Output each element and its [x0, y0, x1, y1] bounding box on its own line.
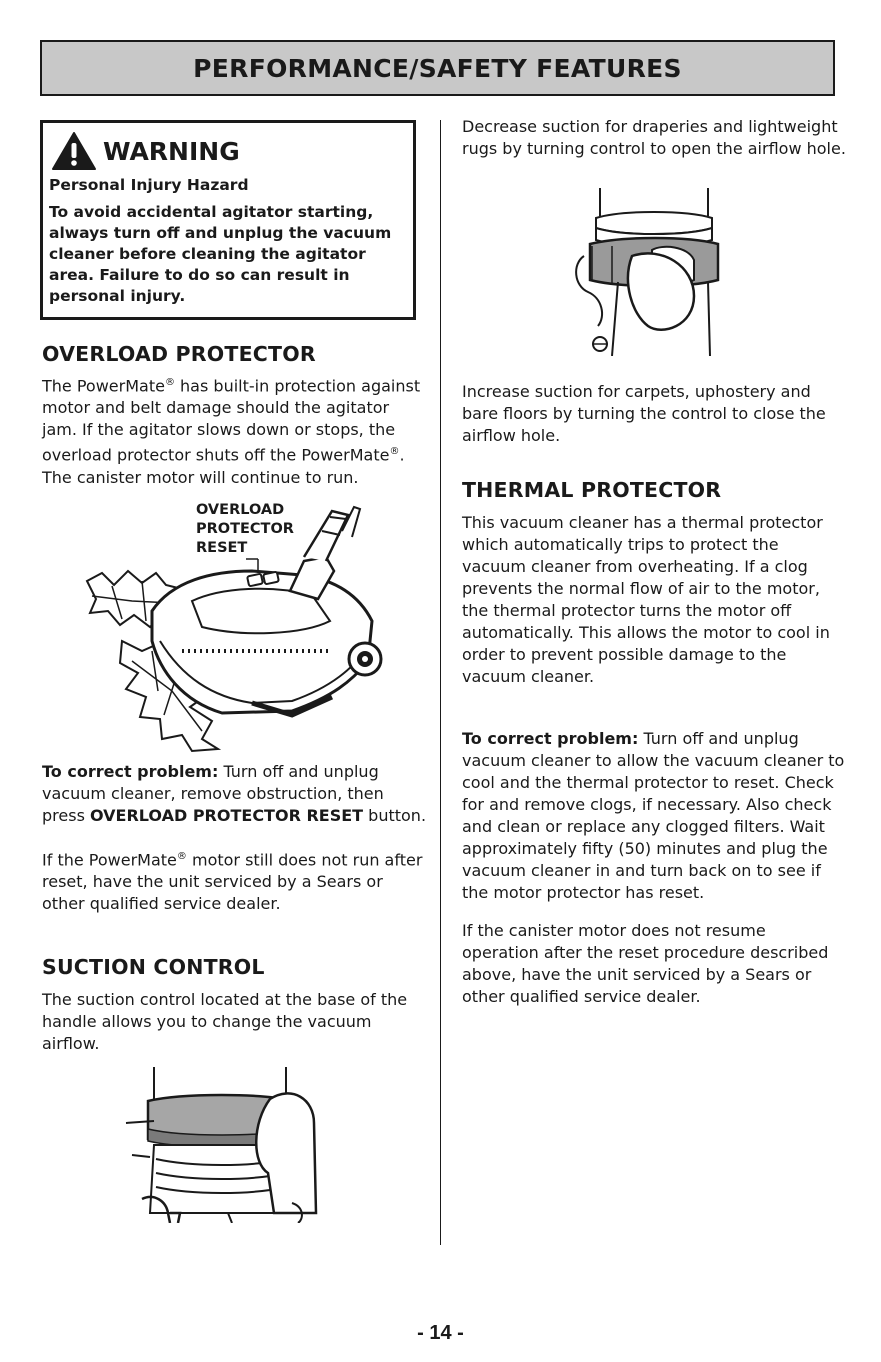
right-column — [462, 116, 847, 1008]
warning-subtitle: Personal Injury Hazard — [49, 176, 249, 194]
warning-header — [51, 131, 407, 171]
powermate-figure — [42, 501, 427, 753]
reset-label-line-2: PROTECTOR — [196, 520, 294, 537]
service-text-b: motor still does not run after reset, have the unit serviced by a Sears or other qualified service dealer. — [42, 849, 423, 913]
overload-correct-paragraph — [42, 761, 427, 827]
reset-label-line-3: RESET — [196, 539, 248, 556]
overload-heading: OVERLOAD PROTECTOR — [42, 342, 316, 366]
left-column — [42, 120, 427, 1223]
thermal-correct-text: Turn off and unplug vacuum cleaner to allow the vacuum cleaner to cool and the thermal protector to reset. Check for and remove clogs, if necessary. Also check and clean or replace any clogged filters. Wait approximately fifty (50) minutes and plug the vacuum cleaner in and turn back on to see if the motor protector has reset. — [462, 729, 845, 902]
correct-text-b: button. — [363, 805, 427, 825]
thermal-correct-paragraph — [462, 728, 847, 904]
correct-text-a: Turn off and unplug vacuum cleaner, remove obstruction, then press — [42, 761, 384, 825]
decrease-suction-paragraph: Decrease suction for draperies and lightweight rugs by turning control to open the airflow hole. — [462, 117, 846, 158]
page-header — [40, 40, 835, 96]
reset-label-line-1: OVERLOAD — [196, 501, 285, 518]
correct-problem-label: To correct problem: — [42, 761, 219, 781]
page-title: PERFORMANCE/SAFETY FEATURES — [193, 53, 682, 83]
suction-paragraph: The suction control located at the base of the handle allows you to change the vacuum airflow. — [42, 989, 408, 1053]
registered-mark: ® — [389, 446, 400, 458]
powermate-illustration — [42, 501, 427, 753]
reset-button-name: OVERLOAD PROTECTOR RESET — [89, 805, 364, 825]
warning-title: WARNING — [103, 136, 240, 166]
thermal-paragraph: This vacuum cleaner has a thermal protector which automatically trips to protect the vacuum cleaner from overheating. If a clog prevents the normal flow of air to the motor, the thermal protector turns the motor off automatically. This allows the motor to cool in order to prevent possible damage to the vacuum cleaner. — [462, 513, 830, 686]
page-number: - 14 - — [417, 1322, 464, 1344]
thermal-service-paragraph: If the canister motor does not resume operation after the reset procedure described above, have the unit serviced by a Sears or other qualified service dealer. — [462, 921, 829, 1006]
overload-service-paragraph — [42, 846, 427, 915]
overload-paragraph — [42, 372, 427, 489]
warning-triangle-icon — [51, 131, 97, 171]
thermal-heading: THERMAL PROTECTOR — [462, 478, 722, 502]
warning-box — [40, 120, 416, 320]
service-text-a: If the PowerMate — [42, 849, 177, 869]
overload-text-c: . The canister motor will continue to run. — [42, 445, 405, 487]
airflow-hole-open-illustration — [462, 186, 847, 356]
increase-suction-paragraph: Increase suction for carpets, uphostery and bare floors by turning the control to close the airflow hole. — [462, 382, 826, 445]
suction-heading: SUCTION CONTROL — [42, 954, 265, 979]
overload-text-b: has built-in protection against motor and belt damage should the agitator jam. If the agitator slows down or stops, the overload protector shuts off the PowerMate — [42, 376, 421, 465]
suction-control-hand-illustration — [42, 1063, 427, 1223]
overload-text-a: The PowerMate — [42, 376, 165, 396]
registered-mark: ® — [164, 377, 175, 388]
thermal-correct-label: To correct problem: — [462, 729, 639, 748]
registered-mark: ® — [176, 850, 187, 862]
column-divider — [440, 120, 441, 1245]
warning-body: To avoid accidental agitator starting, always turn off and unplug the vacuum cleaner before cleaning the agitator area. Failure to do so can result in personal injury. — [49, 203, 392, 305]
